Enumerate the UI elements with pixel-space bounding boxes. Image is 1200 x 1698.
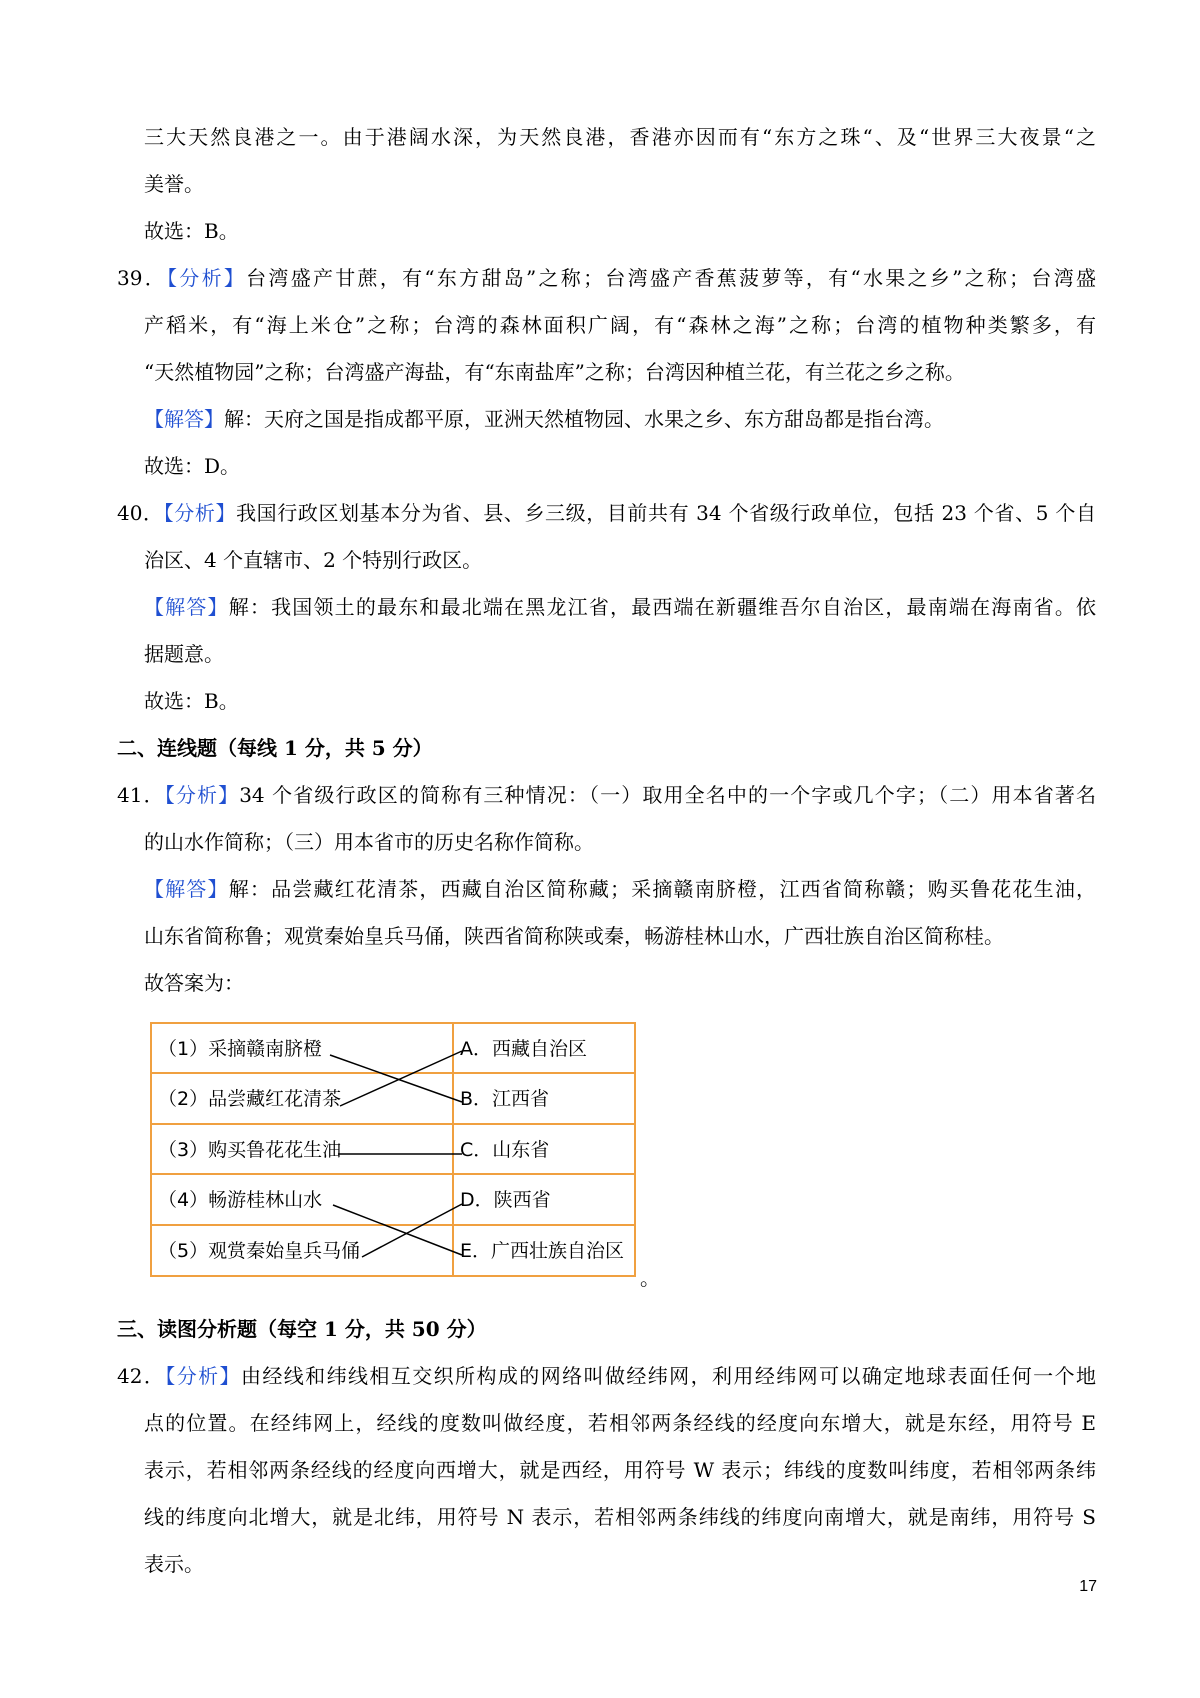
analysis-tag: 【分析】 <box>164 783 240 807</box>
text-span: 解：天府之国是指成都平原，亚洲天然植物园、水果之乡、东方甜岛都是指台湾。 <box>224 407 944 431</box>
question-41-analysis <box>117 781 1096 809</box>
text-line: 点的位置。在经纬网上，经线的度数叫做经度，若相邻两条经线的经度向东增大，就是东经，用符号 E <box>144 1411 1096 1435</box>
section-heading: 二、连线题（每线 1 分，共 5 分） <box>117 736 433 760</box>
page-number: 17 <box>1079 1578 1097 1595</box>
question-number: 42． <box>117 1364 166 1388</box>
match-right-item: D．陕西省 <box>460 1189 551 1211</box>
question-41-answer <box>144 875 1096 903</box>
text-span: 解：品尝藏红花清茶，西藏自治区简称藏；采摘赣南脐橙，江西省简称赣；购买鲁花花生油， <box>228 877 1097 901</box>
analysis-tag: 【分析】 <box>165 1364 241 1388</box>
analysis-tag: 【分析】 <box>163 501 237 525</box>
match-right-item: E．广西壮族自治区 <box>460 1240 625 1262</box>
match-right-item: B．江西省 <box>460 1088 550 1110</box>
matching-table <box>150 1022 636 1277</box>
match-line-2-a <box>340 1051 462 1106</box>
match-left-item: （4）畅游桂林山水 <box>158 1189 323 1211</box>
question-number: 39． <box>117 266 168 290</box>
text-line: 表示，若相邻两条经线的经度向西增大，就是西经，用符号 W 表示；纬线的度数叫纬度，若相邻两条纬 <box>144 1458 1096 1482</box>
text-line: 的山水作简称；（三）用本省市的历史名称作简称。 <box>144 830 594 854</box>
question-number: 40． <box>117 501 164 525</box>
text-line: “天然植物园”之称；台湾盛产海盐，有“东南盐库”之称；台湾因种植兰花，有兰花之乡之称。 <box>144 360 965 384</box>
text-line: 故选：D。 <box>144 454 241 478</box>
question-39-answer <box>144 405 944 433</box>
text-span: 我国行政区划基本分为省、县、乡三级，目前共有 34 个省级行政单位，包括 23 个省、5 个自 <box>236 501 1097 525</box>
text-line: 故选：B。 <box>144 689 239 713</box>
answer-tag: 【解答】 <box>144 407 224 431</box>
text-span: 由经线和纬线相互交织所构成的网络叫做经纬网，利用经纬网可以确定地球表面任何一个地 <box>240 1364 1097 1388</box>
match-left-item: （2）品尝藏红花清茶 <box>158 1088 342 1110</box>
text-line: 据题意。 <box>144 642 224 666</box>
text-line: 故选：B。 <box>144 219 239 243</box>
section-heading: 三、读图分析题（每空 1 分，共 50 分） <box>117 1317 487 1341</box>
question-42-analysis <box>117 1362 1096 1390</box>
text-line: 线的纬度向北增大，就是北纬，用符号 N 表示，若相邻两条纬线的纬度向南增大，就是南纬，用符号 S <box>144 1505 1096 1529</box>
answer-tag: 【解答】 <box>144 877 229 901</box>
match-right-item: A．西藏自治区 <box>460 1038 587 1060</box>
match-left-item: （1）采摘赣南脐橙 <box>158 1038 323 1060</box>
text-line: 产稻米，有“海上米仓”之称；台湾的森林面积广阔，有“森林之海”之称；台湾的植物种类繁多，有 <box>144 313 1096 337</box>
text-line: 山东省简称鲁；观赏秦始皇兵马俑，陕西省简称陕或秦，畅游桂林山水，广西壮族自治区简称桂。 <box>144 924 1004 948</box>
match-left-item: （5）观赏秦始皇兵马俑 <box>158 1240 361 1262</box>
text-line: 美誉。 <box>144 172 204 196</box>
text-line: 治区、4 个直辖市、2 个特别行政区。 <box>144 548 483 572</box>
match-line-1-b <box>330 1055 462 1102</box>
text-line: 故答案为： <box>144 971 244 995</box>
question-40-answer <box>144 593 1096 621</box>
table-period: 。 <box>640 1266 660 1290</box>
text-line: 三大天然良港之一。由于港阔水深，为天然良港，香港亦因而有“东方之珠“、及“世界三大夜景“之 <box>144 125 1096 149</box>
match-left-item: （3）购买鲁花花生油 <box>158 1139 342 1161</box>
text-line: 表示。 <box>144 1552 204 1576</box>
question-39-analysis <box>117 264 1096 292</box>
text-span: 解：我国领土的最东和最北端在黑龙江省，最西端在新疆维吾尔自治区，最南端在海南省。依 <box>228 595 1097 619</box>
question-40-analysis <box>117 499 1096 527</box>
analysis-tag: 【分析】 <box>167 266 247 290</box>
question-number: 41． <box>117 783 165 807</box>
answer-tag: 【解答】 <box>144 595 229 619</box>
text-span: 34 个省级行政区的简称有三种情况：（一）取用全名中的一个字或几个字；（二）用本省著名 <box>239 783 1096 807</box>
match-right-item: C．山东省 <box>460 1139 550 1161</box>
text-span: 台湾盛产甘蔗，有“东方甜岛”之称；台湾盛产香蕉菠萝等，有“水果之乡”之称；台湾盛 <box>246 266 1096 290</box>
